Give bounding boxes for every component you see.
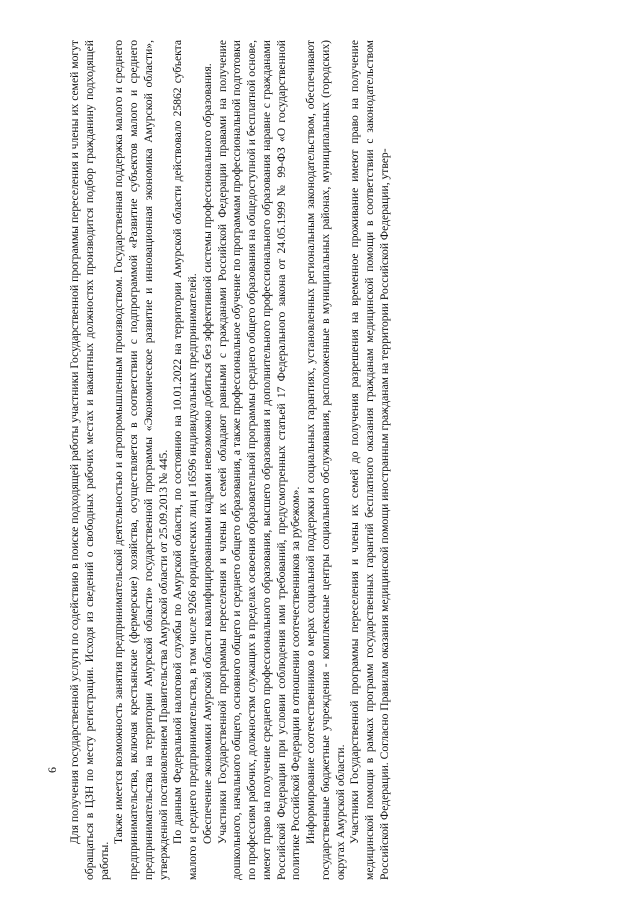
- paragraph-employment-services: Для получения государственной услуги по содействию в поиске подходящей работы участники Государственной программы переселения и члены их семей могут обращаться в ЦЗН по месту регистрации. Исходя из сведений о свободных рабочих местах и вакантных должностях производится подбор гражданину подходящей работы.: [68, 40, 111, 880]
- page-text-block: [68, 40, 568, 880]
- paragraph-social-support-info: Информирование соотечественников о мерах социальной поддержки и социальных гарантиях, установленных региональным законодательством, обеспечивают государственные бюджетные учреждения - комплексные центры социального обслуживания, расположенные в муниципальных районах, муниципальных (городских) округах Амурской области.: [304, 40, 347, 880]
- paragraph-tax-service-statistics: По данным Федеральной налоговой службы по Амурской области, по состоянию на 10.01.2022 на территории Амурской области действовало 25862 субъекта малого и среднего предпринимательства, в том числе 9266 юридических лиц и 16596 индивидуальных предпринимателей.: [171, 40, 199, 880]
- page-number: 6: [45, 767, 59, 773]
- paragraph-education-rights: Участники Государственной программы переселения и члены их семей обладают равными с гражданами Российской Федерации правами на получение дошкольного, начального общего, основного общего и среднего общего образования, а также профессиональное обучение по программам профессиональной подготовки по профессиям рабочих, должностям служащих в пределах освоения образовательной программы среднего общего образования на общедоступной и бесплатной основе, имеют право на получение среднего профессионального образования, высшего образования и дополнительного профессионального образования наравне с гражданами Российской Федерации при условии соблюдения ими требований, предусмотренных статьей 17 Федерального закона от 24.05.1999 № 99-ФЗ «О государственной политике Российской Федерации в отношении соотечественников за рубежом».: [215, 40, 303, 880]
- paragraph-professional-education-need: Обеспечение экономики Амурской области квалифицированными кадрами невозможно добиться без эффективной системы профессионального образования.: [200, 63, 214, 844]
- paragraph-medical-assistance: Участники Государственной программы переселения и члены их семей до получения разрешения на временное проживание имеют право на получение медицинской помощи в рамках программ государственных гарантий бесплатного оказания гражданам медицинской помощи в соответствии с законодательством Российской Федерации. Согласно Правилам оказания медицинской помощи иностранным гражданам на территории Российской Федерации, утвер-: [348, 40, 391, 880]
- paragraph-entrepreneurship-support: Также имеется возможность занятия предпринимательской деятельностью и агропромышленным производством. Государственная поддержка малого и среднего предпринимательства, включая крестьянские (фермерские) хозяйства, осуществляется в соответствии с подпрограммой «Развитие субъектов малого и среднего предпринимательства на территории Амурской области» государственной программы «Экономическое развитие и инновационная экономика Амурской области», утвержденной постановлением Правительства Амурской области от 25.09.2013 № 445.: [112, 40, 170, 880]
